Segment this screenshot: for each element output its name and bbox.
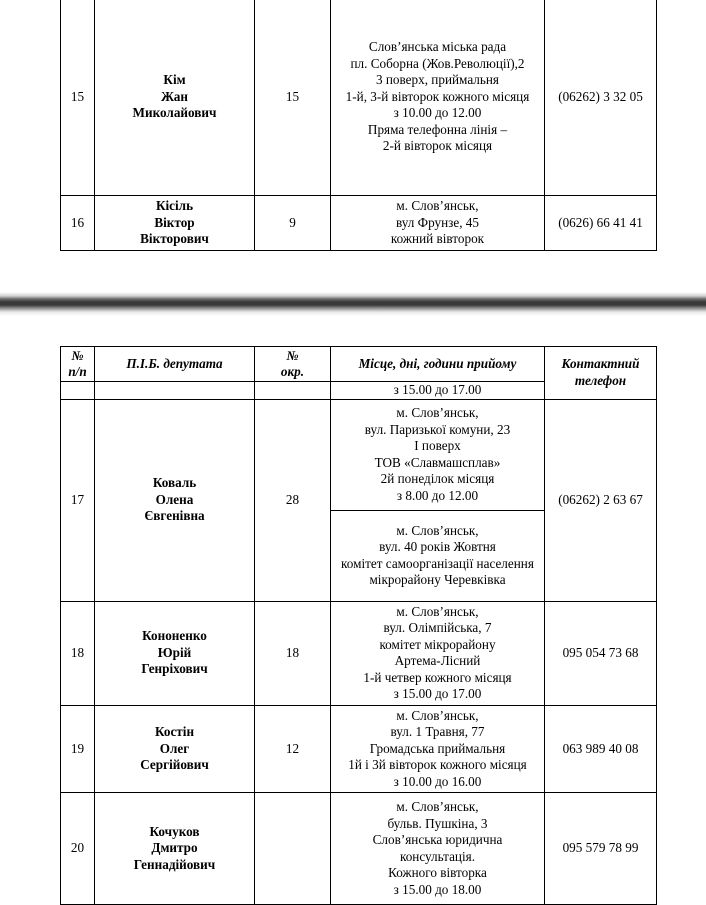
reception-place: м. Слов’янськ, вул. Паризької комуни, 23 І поверх ТОВ «Славмашсплав» 2й понеділок місяця з 8.00 до 12.00 — [331, 399, 545, 510]
district-number: 18 — [255, 601, 331, 705]
page-separator — [0, 292, 706, 316]
row-number: 20 — [61, 793, 95, 905]
deputy-name: Коваль Олена Євгенівна — [95, 399, 255, 601]
row-number: 19 — [61, 705, 95, 793]
district-number — [255, 793, 331, 905]
district-number: 28 — [255, 399, 331, 601]
reception-place-alt: м. Слов’янськ, вул. 40 років Жовтня комітет самоорганізації населення мікрорайону Черевківка — [331, 510, 545, 601]
continuation-text: з 15.00 до 17.00 — [331, 382, 545, 400]
deputy-name: Кім Жан Миколайович — [95, 0, 255, 196]
deputy-name: Костін Олег Сергійович — [95, 705, 255, 793]
header-phone: Контактний телефон — [545, 347, 657, 400]
deputies-table-top — [60, 0, 657, 251]
contact-phone: 095 054 73 68 — [545, 601, 657, 705]
contact-phone: (0626) 66 41 41 — [545, 196, 657, 251]
district-number: 9 — [255, 196, 331, 251]
contact-phone: (06262) 3 32 05 — [545, 0, 657, 196]
table-header-row — [61, 347, 657, 382]
table-row — [61, 601, 657, 705]
district-number: 15 — [255, 0, 331, 196]
table-row — [61, 196, 657, 251]
reception-place: м. Слов’янськ, бульв. Пушкіна, 3 Слов’янська юридична консультація. Кожного вівторка з 15.00 до 18.00 — [331, 793, 545, 905]
row-number: 16 — [61, 196, 95, 251]
contact-phone: 095 579 78 99 — [545, 793, 657, 905]
reception-place: Слов’янська міська рада пл. Соборна (Жов.Революції),2 3 поверх, приймальня 1-й, 3-й вівторок кожного місяця з 10.00 до 12.00 Пряма телефонна лінія – 2-й вівторок місяця — [331, 0, 545, 196]
deputy-name: Кочуков Дмитро Геннадійович — [95, 793, 255, 905]
row-number: 17 — [61, 399, 95, 601]
table-row — [61, 0, 657, 196]
header-district: № окр. — [255, 347, 331, 382]
contact-phone: 063 989 40 08 — [545, 705, 657, 793]
district-number: 12 — [255, 705, 331, 793]
contact-phone: (06262) 2 63 67 — [545, 399, 657, 601]
row-number: 18 — [61, 601, 95, 705]
reception-place: м. Слов’янськ, вул. Олімпійська, 7 комітет мікрорайону Артема-Лісний 1-й четвер кожного місяця з 15.00 до 17.00 — [331, 601, 545, 705]
table-row — [61, 399, 657, 510]
deputy-name: Кононенко Юрій Генріхович — [95, 601, 255, 705]
row-number: 15 — [61, 0, 95, 196]
deputy-name: Кісіль Віктор Вікторович — [95, 196, 255, 251]
reception-place: м. Слов’янськ, вул. 1 Травня, 77 Громадська приймальня 1й і 3й вівторок кожного місяця з 10.00 до 16.00 — [331, 705, 545, 793]
header-place: Місце, дні, години прийому — [331, 347, 545, 382]
table-row — [61, 793, 657, 905]
table-row — [61, 705, 657, 793]
deputies-table-bottom — [60, 346, 657, 905]
header-name: П.І.Б. депутата — [95, 347, 255, 382]
header-number: № п/п — [61, 347, 95, 382]
reception-place: м. Слов’янськ, вул Фрунзе, 45 кожний вівторок — [331, 196, 545, 251]
document-page-bottom — [0, 316, 706, 897]
document-page-top — [0, 0, 706, 292]
